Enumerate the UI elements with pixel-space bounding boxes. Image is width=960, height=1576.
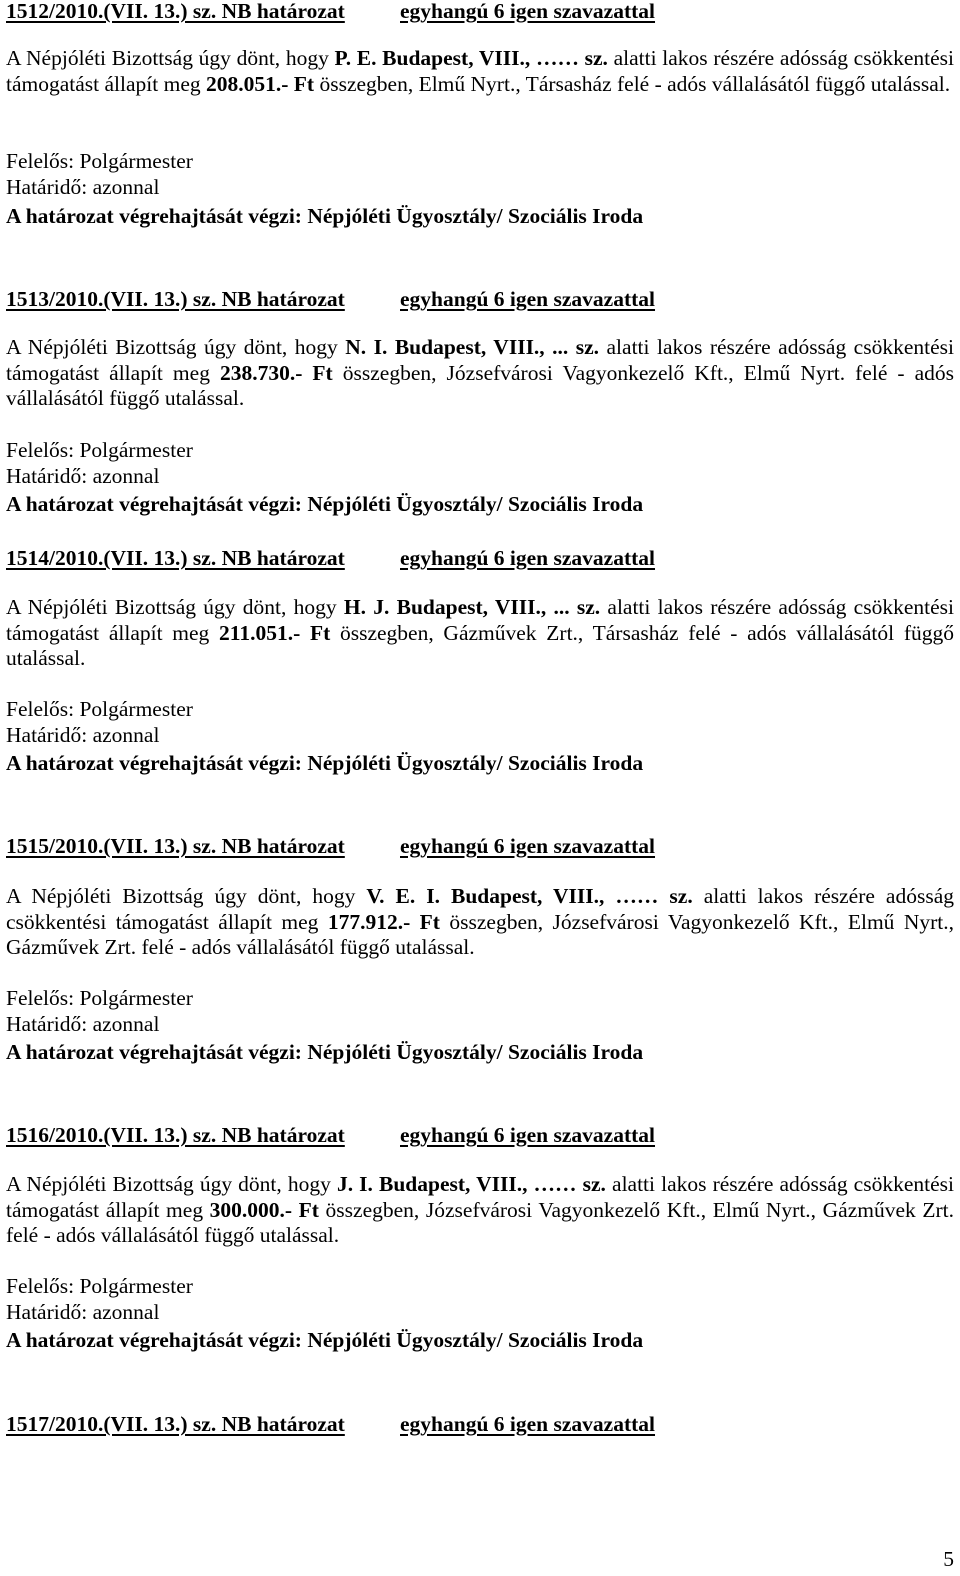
amount: 300.000.- Ft bbox=[209, 1197, 319, 1222]
vote-result: egyhangú 6 igen szavazattal bbox=[400, 287, 656, 311]
responsible-line: Felelős: Polgármester bbox=[6, 1274, 193, 1298]
resident-name: J. I. Budapest, VIII., …… sz. bbox=[336, 1172, 606, 1196]
executor-line: A határozat végrehajtását végzi: Népjóléti Ügyosztály/ Szociális Iroda bbox=[6, 492, 644, 516]
resolution-text: A Népjóléti Bizottság úgy dönt, hogy J. I. Budapest, VIII., …… sz. alatti lakos részére adósság csökkentési támogatást állapít meg 300.000.- Ft összegben, Józsefvárosi Vagyonkezelő Kft., Elmű Nyrt., Gázművek Zrt. felé - adós vállalásától függő utalással. bbox=[6, 1172, 954, 1247]
resolution-text: A Népjóléti Bizottság úgy dönt, hogy V. E. I. Budapest, VIII., …… sz. alatti lakos részére adósság csökkentési támogatást állapít meg 177.912.- Ft összegben, Józsefvárosi Vagyonkezelő Kft., Elmű Nyrt., Gázművek Zrt. felé - adós vállalásától függő utalással. bbox=[6, 884, 954, 959]
executor-line: A határozat végrehajtását végzi: Népjóléti Ügyosztály/ Szociális Iroda bbox=[6, 1040, 644, 1064]
amount: 177.912.- Ft bbox=[327, 909, 440, 934]
resolution-text: A Népjóléti Bizottság úgy dönt, hogy H. J. Budapest, VIII., ... sz. alatti lakos részére adósság csökkentési támogatást állapít meg 211.051.- Ft összegben, Gázművek Zrt., Társasház felé - adós vállalásától függő utalással. bbox=[6, 595, 954, 670]
vote-result: egyhangú 6 igen szavazattal bbox=[400, 1412, 656, 1436]
resolution-number: 1512/2010.(VII. 13.) sz. NB határozat bbox=[6, 0, 345, 23]
resolution-number: 1515/2010.(VII. 13.) sz. NB határozat bbox=[6, 834, 345, 858]
resident-name: V. E. I. Budapest, VIII., …… sz. bbox=[366, 884, 693, 908]
resolution-header-1517 bbox=[6, 1411, 954, 1437]
executor-line: A határozat végrehajtását végzi: Népjóléti Ügyosztály/ Szociális Iroda bbox=[6, 1328, 644, 1352]
deadline-line: Határidő: azonnal bbox=[6, 464, 160, 488]
resident-name: P. E. Budapest, VIII., …… sz. bbox=[334, 46, 608, 70]
resident-name: H. J. Budapest, VIII., ... sz. bbox=[343, 595, 601, 619]
amount: 238.730.- Ft bbox=[219, 360, 333, 385]
page-number: 5 bbox=[943, 1547, 954, 1571]
deadline-line: Határidő: azonnal bbox=[6, 1300, 160, 1324]
vote-result: egyhangú 6 igen szavazattal bbox=[400, 0, 656, 23]
responsible-line: Felelős: Polgármester bbox=[6, 149, 193, 173]
resolution-text: A Népjóléti Bizottság úgy dönt, hogy P. E. Budapest, VIII., …… sz. alatti lakos részére adósság csökkentési támogatást állapít meg 208.051.- Ft összegben, Elmű Nyrt., Társasház felé - adós vállalásától függő utalással. bbox=[6, 46, 954, 96]
amount: 211.051.- Ft bbox=[219, 620, 331, 645]
resolution-header-1515 bbox=[6, 833, 954, 859]
resolution-header-1513 bbox=[6, 286, 954, 312]
responsible-line: Felelős: Polgármester bbox=[6, 438, 193, 462]
resolution-number: 1514/2010.(VII. 13.) sz. NB határozat bbox=[6, 546, 345, 570]
vote-result: egyhangú 6 igen szavazattal bbox=[400, 1123, 656, 1147]
resolution-header-1514 bbox=[6, 545, 954, 571]
deadline-line: Határidő: azonnal bbox=[6, 1012, 160, 1036]
resolution-header-1512 bbox=[6, 0, 954, 24]
deadline-line: Határidő: azonnal bbox=[6, 723, 160, 747]
resolution-number: 1517/2010.(VII. 13.) sz. NB határozat bbox=[6, 1412, 345, 1436]
resolution-text: A Népjóléti Bizottság úgy dönt, hogy N. I. Budapest, VIII., ... sz. alatti lakos részére adósság csökkentési támogatást állapít meg 238.730.- Ft összegben, Józsefvárosi Vagyonkezelő Kft., Elmű Nyrt. felé - adós vállalásától függő utalással. bbox=[6, 335, 954, 410]
vote-result: egyhangú 6 igen szavazattal bbox=[400, 834, 656, 858]
amount: 208.051.- Ft bbox=[206, 71, 315, 96]
executor-line: A határozat végrehajtását végzi: Népjóléti Ügyosztály/ Szociális Iroda bbox=[6, 204, 644, 228]
deadline-line: Határidő: azonnal bbox=[6, 175, 160, 199]
resolution-number: 1516/2010.(VII. 13.) sz. NB határozat bbox=[6, 1123, 345, 1147]
resolution-number: 1513/2010.(VII. 13.) sz. NB határozat bbox=[6, 287, 345, 311]
responsible-line: Felelős: Polgármester bbox=[6, 986, 193, 1010]
executor-line: A határozat végrehajtását végzi: Népjóléti Ügyosztály/ Szociális Iroda bbox=[6, 751, 644, 775]
resolution-header-1516 bbox=[6, 1122, 954, 1148]
vote-result: egyhangú 6 igen szavazattal bbox=[400, 546, 656, 570]
responsible-line: Felelős: Polgármester bbox=[6, 697, 193, 721]
resident-name: N. I. Budapest, VIII., ... sz. bbox=[345, 335, 600, 359]
